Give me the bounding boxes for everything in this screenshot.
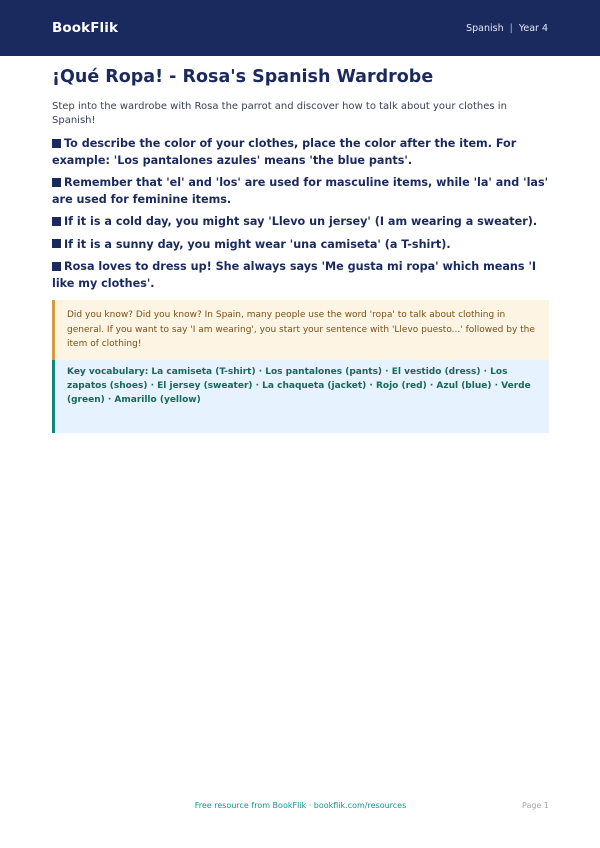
page-number: Page 1	[522, 801, 549, 810]
vocabulary-text: Key vocabulary: La camiseta (T-shirt) · Los pantalones (pants) · El vestido (dress) · Los zapatos (shoes) · El jersey (sweater) · La chaqueta (jacket) · Rojo (red) · Azul (blue) · Verde (green) · Amarillo (yellow)	[67, 366, 531, 405]
brand-logo[interactable]: BookFlik	[52, 20, 119, 36]
subject-label: Spanish	[466, 22, 504, 34]
page-footer	[52, 801, 549, 815]
list-item	[52, 237, 549, 254]
list-item	[52, 214, 549, 231]
year-label: Year 4	[518, 22, 548, 34]
list-item	[52, 259, 549, 292]
tips-list	[52, 136, 549, 292]
list-item	[52, 136, 549, 169]
main-content	[52, 66, 549, 433]
list-item-text: Rosa loves to dress up! She always says 'Me gusta mi ropa' which means 'I like my clothes'.	[52, 260, 537, 290]
page-title: ¡Qué Ropa! - Rosa's Spanish Wardrobe	[52, 67, 434, 87]
list-item-text: To describe the color of your clothes, place the color after the item. For example: 'Los pantalones azules' means 'the blue pants'.	[52, 137, 517, 167]
header-meta	[466, 23, 548, 34]
list-item	[52, 175, 549, 208]
list-item-text: If it is a sunny day, you might wear 'una camiseta' (a T-shirt).	[64, 237, 451, 251]
square-bullet-icon	[52, 262, 61, 271]
header-bar	[0, 0, 600, 56]
intro-text: Step into the wardrobe with Rosa the parrot and discover how to talk about your clothes in Spanish!	[52, 101, 507, 126]
did-you-know-text: Did you know? Did you know? In Spain, many people use the word 'ropa' to talk about clothing in general. If you want to say 'I am wearing', you start your sentence with 'Llevo puesto...' followed by the item of clothing!	[67, 310, 535, 349]
square-bullet-icon	[52, 217, 61, 226]
meta-separator: |	[509, 22, 513, 34]
did-you-know-callout	[52, 300, 549, 360]
square-bullet-icon	[52, 139, 61, 148]
square-bullet-icon	[52, 239, 61, 248]
list-item-text: Remember that 'el' and 'los' are used for masculine items, while 'la' and 'las' are used for feminine items.	[52, 176, 549, 206]
vocabulary-callout	[52, 360, 549, 433]
list-item-text: If it is a cold day, you might say 'Llevo un jersey' (I am wearing a sweater).	[64, 215, 538, 228]
footer-resource-link[interactable]: Free resource from BookFlik · bookflik.com/resources	[194, 801, 407, 810]
square-bullet-icon	[52, 178, 61, 187]
